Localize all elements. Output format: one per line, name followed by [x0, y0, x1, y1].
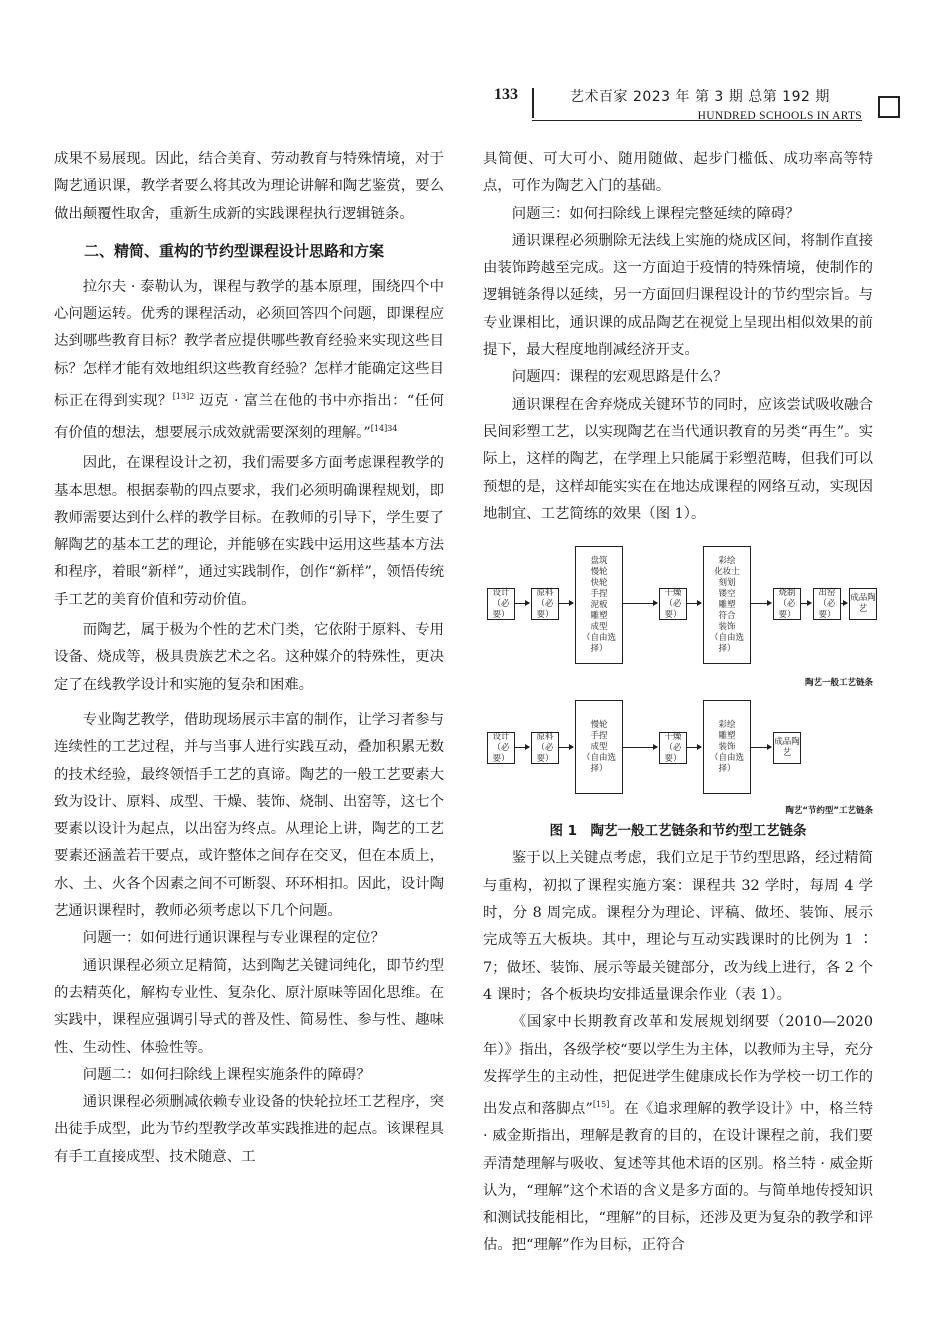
citation-ref: [13]2	[172, 392, 195, 402]
paragraph-text: 《国家中长期教育改革和发展规划纲要（2010—2020 年）》指出，各级学校“要以学生为主体，以教师为主导，充分发挥学生的主动性，把促进学生健康成长作为学校一切工作的出发点和落脚点”	[483, 1014, 873, 1117]
box-line: （自由选择）	[709, 632, 744, 654]
box-line: 手捏	[590, 730, 608, 741]
box-line: 快轮	[590, 577, 608, 588]
page-number: 133	[494, 86, 518, 103]
figure-caption: 图 1 陶艺一般工艺链条和节约型工艺链条	[549, 823, 807, 840]
chain1-decoration-box	[703, 546, 751, 664]
box-line: 符合	[718, 610, 736, 621]
paragraph: 鉴于以上关键点考虑，我们立足于节约型思路，经过精简与重构，初拟了课程实施方案：课程共 32 学时，每周 4 学时，分 8 周完成。课程分为理论、评稿、做坯、装饰、展示完成等五大板块。其中，理论与互动实践课时的比例为 1 ∶ 7；做坯、装饰、展示等最关键部分，改为线上进行，各 2 个 4 课时；各个板块均安排适量课余作业（表 1）。	[483, 850, 873, 1003]
paragraph-text: 迈克 · 富兰在他的书中亦指出：“任何有价值的想法，想要展示成效就需要深刻的理解。”	[54, 392, 444, 441]
chain2-forming-box	[575, 700, 623, 794]
chain2-design-box: 设计（必要）	[487, 732, 515, 764]
arrow	[751, 603, 771, 604]
box-line: （自由选择）	[709, 752, 744, 774]
box-line: 盘筑	[590, 555, 608, 566]
right-column	[483, 146, 876, 1260]
chain2-product-box: 成品陶艺	[773, 732, 801, 764]
left-column	[54, 146, 444, 1171]
chain2-label: 陶艺“节约型”工艺链条	[785, 806, 873, 817]
page-header	[470, 86, 900, 132]
paragraph	[483, 1009, 873, 1259]
box-line: 慢轮	[590, 566, 608, 577]
box-line: 成型	[590, 741, 608, 752]
box-line: 刻划	[718, 577, 736, 588]
paragraph: 因此，在课程设计之初，我们需要多方面考虑课程教学的基本思想。根据泰勒的四点要求，我们必须明确课程规划，即教师需要达到什么样的教学目标。在教师的引导下，学生要了解陶艺的基本工艺的理论，并能够在实践中运用这些基本方法和程序，着眼“新样”，通过实践制作，创作“新样”，领悟传统手工艺的美育价值和劳动价值。	[54, 455, 444, 608]
chain1-unload-box: 出窑（必要）	[813, 588, 841, 620]
arrow	[687, 603, 701, 604]
box-line: 雕塑	[718, 730, 736, 741]
paragraph: 通识课程必须删除无法线上实施的烧成区间，将制作直接由装饰跨越至完成。这一方面迫于疫情的特殊情境，使制作的逻辑链条得以延续，另一方面回归课程设计的节约型宗旨。与专业课相比，通识课的成品陶艺在视觉上呈现出相似效果的前提下，最大程度地削减经济开支。	[483, 232, 873, 359]
chain1-material-box: 原料（必要）	[531, 588, 559, 620]
chain1-product-box: 成品陶艺	[849, 588, 877, 620]
chain1-design-box: 设计（必要）	[487, 588, 515, 620]
journal-title: 艺术百家 2023 年 第 3 期 总第 192 期	[570, 89, 830, 105]
chain2-material-box: 原料（必要）	[531, 732, 559, 764]
paragraph-text: 。在《追求理解的教学设计》中，格兰特 · 威金斯指出，理解是教育的目的，在设计课程之前，我们要弄清楚理解与吸收、复述等其他术语的区别。格兰特 · 威金斯认为，“理解”这个术语的含义是多方面的。与简单地传授知识和测试技能相比，“理解”的目标，还涉及更为复杂的教学和评估。把“理解”作为目标，正符合	[483, 1100, 873, 1254]
square-icon	[878, 96, 900, 118]
paragraph-text: 拉尔夫 · 泰勒认为，课程与教学的基本原理，围绕四个中心问题运转。优秀的课程活动，必须回答四个问题，即课程应达到哪些教育目标？教学者应提供哪些教育经验来实现这些目标？怎样才能有效地组织这些教育经验？怎样才能确定这些目标正在得到实现？	[54, 278, 444, 409]
paragraph: 通识课程必须立足精简，达到陶艺关键词纯化，即节约型的去精英化，解构专业性、复杂化、原汁原味等固化思维。在实践中，课程应强调引导式的普及性、简易性、参与性、趣味性、生动性、体验性等。	[54, 957, 444, 1056]
box-line: 装饰	[718, 741, 736, 752]
question-heading: 问题一：如何进行通识课程与专业课程的定位？	[82, 930, 386, 947]
arrow	[515, 603, 529, 604]
arrow	[623, 747, 657, 748]
chain2-decoration-box	[703, 700, 751, 794]
box-line: 泥板	[590, 599, 608, 610]
arrow	[559, 747, 573, 748]
process-chain-figure-2	[483, 698, 873, 817]
chain1-drying-box: 干燥（必要）	[659, 588, 687, 620]
arrow	[687, 747, 701, 748]
arrow	[623, 603, 657, 604]
paragraph: 专业陶艺教学，借助现场展示丰富的制作，让学习者参与连续性的工艺过程，并与当事人进行实践互动，叠加积累无数的技术经验，最终领悟手工艺的真谛。陶艺的一般工艺要素大致为设计、原料、成型、干燥、装饰、烧制、出窑等，这七个要素以设计为起点，以出窑为终点。从理论上讲，陶艺的工艺要素还涵盖若干要点，或许整体之间存在交叉，但在本质上，水、土、火各个因素之间不可断裂、环环相扣。因此，设计陶艺通识课程时，教师必须考虑以下几个问题。	[54, 711, 444, 920]
paragraph: 通识课程在舍弃烧成关键环节的同时，应该尝试吸收融合民间彩塑工艺，以实现陶艺在当代通识教育的另类“再生”。实际上，这样的陶艺，在学理上只能属于彩塑范畴，但我们可以预想的是，这样却能实实在在地达成课程的网络互动，实现因地制宜、工艺简练的效果（图 1）。	[483, 396, 873, 522]
citation-ref: [15]	[592, 1100, 610, 1110]
chain2-drying-box: 干燥（必要）	[659, 732, 687, 764]
chain1-label: 陶艺一般工艺链条	[804, 678, 873, 689]
box-line: （自由选择）	[581, 632, 616, 654]
question-heading: 问题三：如何扫除线上课程完整延续的障碍？	[511, 205, 800, 222]
header-divider	[532, 88, 534, 118]
arrow	[801, 603, 811, 604]
arrow	[515, 747, 529, 748]
arrow	[559, 603, 573, 604]
chain1-forming-box	[575, 546, 623, 664]
box-line: 手捏	[590, 588, 608, 599]
paragraph: 成果不易展现。因此，结合美育、劳动教育与特殊情境，对于陶艺通识课，教学者要么将其改为理论讲解和陶艺鉴赏，要么做出颠覆性取舍，重新生成新的实践课程执行逻辑链条。	[54, 151, 444, 222]
arrow	[751, 747, 771, 748]
box-line: 雕塑	[718, 599, 736, 610]
box-line: 镂空	[718, 588, 736, 599]
paragraph: 具简便、可大可小、随用随做、起步门槛低、成功率高等特点，可作为陶艺入门的基础。	[483, 151, 873, 195]
paragraph	[54, 274, 444, 447]
box-line: （自由选择）	[581, 752, 616, 774]
box-line: 成型	[590, 621, 608, 632]
box-line: 化妆土	[714, 566, 740, 577]
journal-title-en: HUNDRED SCHOOLS IN ARTS	[697, 110, 862, 122]
paragraph: 而陶艺，属于极为个性的艺术门类，它依附于原料、专用设备、烧成等，极具贵族艺术之名。这种媒介的特殊性，更决定了在线教学设计和实施的复杂和困难。	[54, 622, 444, 693]
arrow	[841, 603, 847, 604]
box-line: 装饰	[718, 621, 736, 632]
box-line: 彩绘	[718, 719, 736, 730]
paragraph: 通识课程必须删减依赖专业设备的快轮拉坯工艺程序，突出徒手成型，此为节约型教学改革实践推进的起点。该课程具有手工直接成型、技术随意、工	[54, 1094, 444, 1165]
question-heading: 问题二：如何扫除线上课程实施条件的障碍？	[82, 1066, 371, 1083]
box-line: 彩绘	[718, 555, 736, 566]
question-heading: 问题四：课程的宏观思路是什么？	[511, 369, 728, 386]
box-line: 雕塑	[590, 610, 608, 621]
section-heading: 二、精简、重构的节约型课程设计思路和方案	[84, 241, 385, 260]
chain1-firing-box: 烧制（必要）	[773, 588, 801, 620]
citation-ref: [14]34	[370, 424, 398, 434]
box-line: 慢轮	[590, 719, 608, 730]
